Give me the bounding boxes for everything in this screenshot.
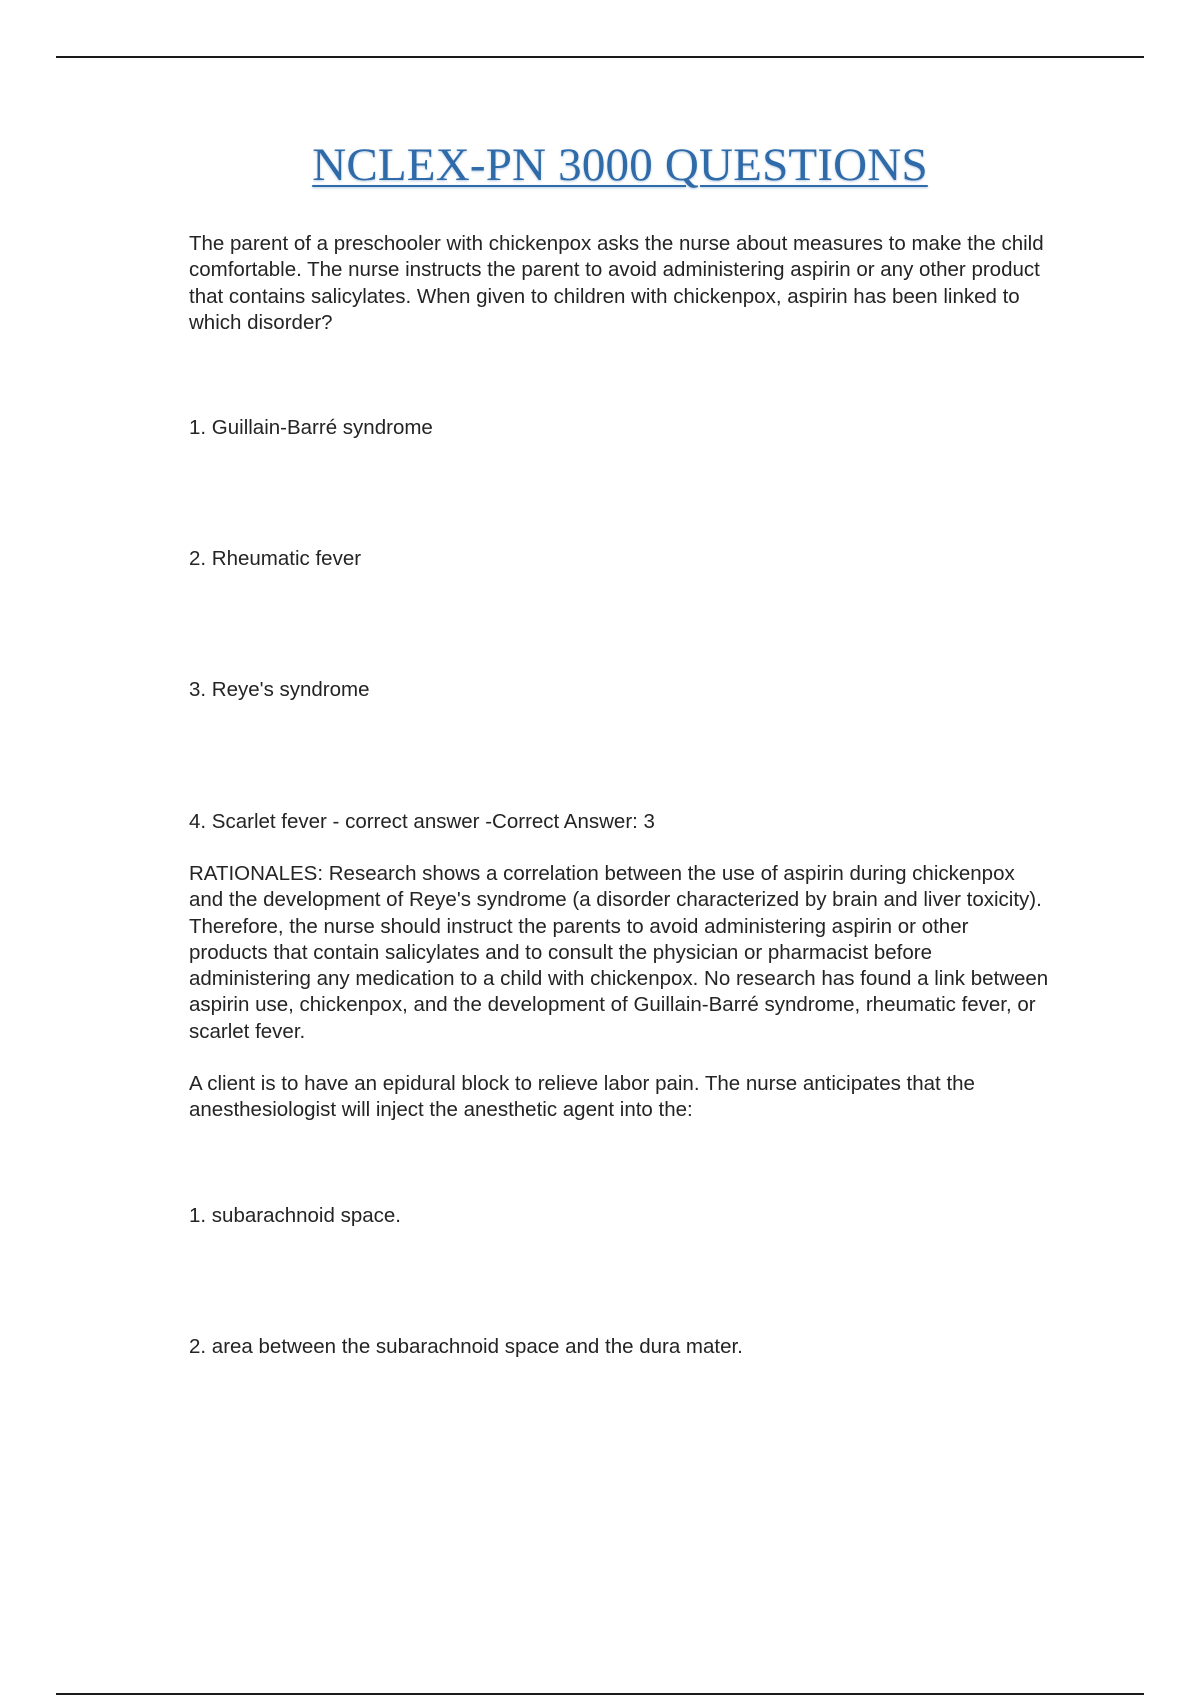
question-1-rationale: RATIONALES: Research shows a correlation between the use of aspirin during chickenpox and the development of Reye's syndrome (a disorder characterized by brain and liver toxicity). Therefore, the nurse should instruct the parents to avoid administering aspirin or other products that contain salicylates and to consult the physician or pharmacist before administering any medication to a child with chickenpox. No research has found a link between aspirin use, chickenpox, and the development of Guillain-Barré syndrome, rheumatic fever, or scarlet fever. [189, 862, 1049, 1043]
question-1-option-3: 3. Reye's syndrome [189, 678, 370, 701]
question-1-stem: The parent of a preschooler with chickenpox asks the nurse about measures to make the child comfortable. The nurse instructs the parent to avoid administering aspirin or any other product that contains salicylates. When given to children with chickenpox, aspirin has been linked to which disorder? [189, 232, 1044, 334]
footer-rule [56, 1693, 1144, 1695]
question-1-option-2: 2. Rheumatic fever [189, 547, 362, 570]
question-2-option-2: 2. area between the subarachnoid space and the dura mater. [189, 1335, 743, 1358]
header-rule [56, 56, 1144, 58]
question-2-stem: A client is to have an epidural block to relieve labor pain. The nurse anticipates that the anesthesiologist will inject the anesthetic agent into the: [189, 1072, 975, 1122]
page-title: NCLEX-PN 3000 QUESTIONS [312, 139, 928, 191]
question-1-option-1: 1. Guillain-Barré syndrome [189, 416, 433, 439]
question-1-option-4-answer: 4. Scarlet fever - correct answer -Correct Answer: 3 [189, 810, 655, 833]
question-2-option-1: 1. subarachnoid space. [189, 1204, 401, 1227]
